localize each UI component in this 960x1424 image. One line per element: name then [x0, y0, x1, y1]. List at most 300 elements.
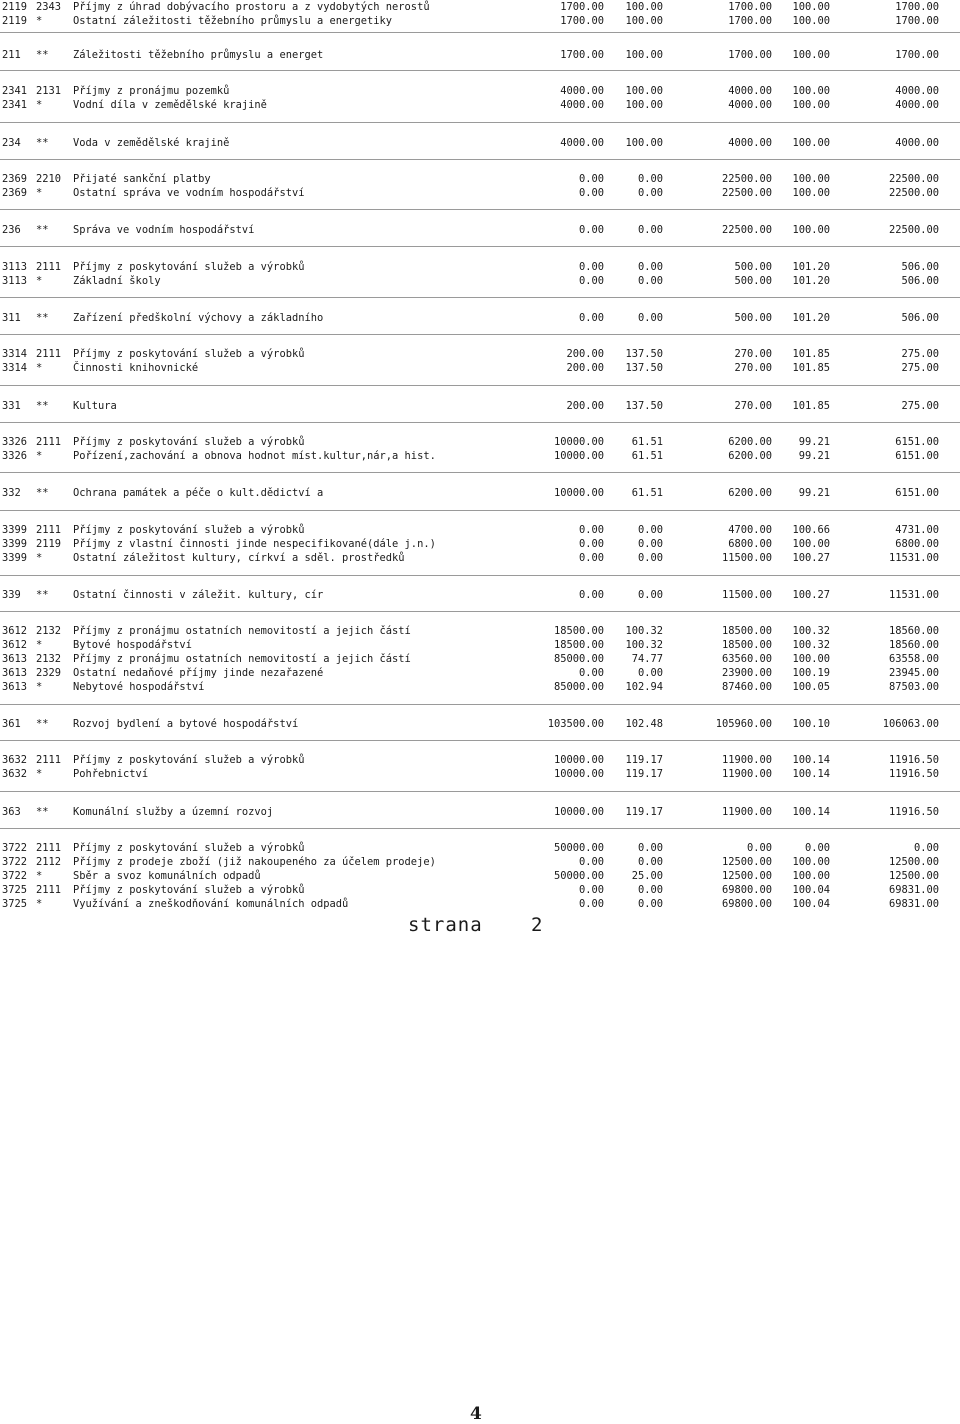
item-description: Zařízení předškolní výchovy a základního: [73, 312, 324, 324]
value-actual: 506.00: [901, 312, 939, 324]
row-group: [0, 805, 960, 819]
code-item: **: [36, 400, 49, 412]
percent-budget: 0.00: [637, 842, 663, 854]
value-budget: 10000.00: [553, 436, 604, 448]
code-item: 2111: [36, 884, 62, 896]
code-item: 2132: [36, 625, 62, 637]
code-paragraph: 3613: [2, 667, 28, 679]
value-budget: 50000.00: [553, 842, 604, 854]
percent-adjusted: 100.10: [792, 718, 830, 730]
item-description: Nebytové hospodářství: [73, 681, 205, 693]
percent-budget: 0.00: [637, 898, 663, 910]
value-actual: 22500.00: [888, 173, 939, 185]
section-total-row: [0, 14, 960, 28]
value-budget: 0.00: [578, 856, 604, 868]
item-description: Sběr a svoz komunálních odpadů: [73, 870, 261, 882]
code-paragraph: 3314: [2, 362, 28, 374]
percent-adjusted: 101.85: [792, 400, 830, 412]
value-actual: 1700.00: [895, 1, 939, 13]
value-actual: 0.00: [913, 842, 939, 854]
item-description: Základní školy: [73, 275, 161, 287]
percent-budget: 61.51: [631, 487, 663, 499]
table-row: [0, 260, 960, 274]
section-divider: [0, 510, 960, 511]
value-budget: 0.00: [578, 524, 604, 536]
code-item: 2111: [36, 754, 62, 766]
value-budget: 10000.00: [553, 806, 604, 818]
code-item: 2111: [36, 348, 62, 360]
value-actual: 506.00: [901, 261, 939, 273]
value-budget: 1700.00: [560, 1, 604, 13]
subtotal-row: [0, 311, 960, 325]
item-description: Rozvoj bydlení a bytové hospodářství: [73, 718, 299, 730]
value-adjusted: 1700.00: [728, 49, 772, 61]
code-item: 2111: [36, 261, 62, 273]
value-budget: 10000.00: [553, 450, 604, 462]
value-actual: 6151.00: [895, 436, 939, 448]
value-actual: 12500.00: [888, 856, 939, 868]
percent-budget: 25.00: [631, 870, 663, 882]
code-paragraph: 2369: [2, 187, 28, 199]
subtotal-row: [0, 48, 960, 62]
percent-budget: 137.50: [625, 400, 663, 412]
percent-adjusted: 99.21: [798, 436, 830, 448]
row-group: [0, 588, 960, 602]
percent-budget: 74.77: [631, 653, 663, 665]
value-actual: 11916.50: [888, 754, 939, 766]
percent-budget: 137.50: [625, 362, 663, 374]
section-total-row: [0, 897, 960, 911]
value-adjusted: 6800.00: [728, 538, 772, 550]
section-divider: [0, 32, 960, 33]
item-description: Příjmy z poskytování služeb a výrobků: [73, 348, 305, 360]
value-actual: 87503.00: [888, 681, 939, 693]
code-paragraph: 331: [2, 400, 21, 412]
row-group: [0, 347, 960, 375]
section-total-row: [0, 98, 960, 112]
code-paragraph: 3399: [2, 538, 28, 550]
code-item: *: [36, 362, 43, 374]
percent-budget: 0.00: [637, 187, 663, 199]
item-description: Příjmy z poskytování služeb a výrobků: [73, 884, 305, 896]
code-item: 2343: [36, 1, 62, 13]
percent-adjusted: 100.14: [792, 768, 830, 780]
code-item: 2119: [36, 538, 62, 550]
table-row: [0, 0, 960, 14]
percent-budget: 0.00: [637, 261, 663, 273]
value-adjusted: 4000.00: [728, 137, 772, 149]
code-paragraph: 361: [2, 718, 21, 730]
code-paragraph: 3725: [2, 884, 28, 896]
value-adjusted: 4700.00: [728, 524, 772, 536]
item-description: Komunální služby a územní rozvoj: [73, 806, 274, 818]
value-adjusted: 500.00: [734, 275, 772, 287]
item-description: Správa ve vodním hospodářství: [73, 224, 255, 236]
table-row: [0, 84, 960, 98]
code-item: *: [36, 187, 43, 199]
percent-adjusted: 100.00: [792, 187, 830, 199]
code-item: 2112: [36, 856, 62, 868]
percent-adjusted: 100.19: [792, 667, 830, 679]
subtotal-row: [0, 223, 960, 237]
code-item: *: [36, 898, 43, 910]
code-paragraph: 3326: [2, 436, 28, 448]
percent-adjusted: 100.27: [792, 589, 830, 601]
table-row: [0, 523, 960, 537]
code-paragraph: 2119: [2, 15, 28, 27]
percent-budget: 100.32: [625, 639, 663, 651]
row-group: [0, 136, 960, 150]
value-actual: 4000.00: [895, 85, 939, 97]
code-paragraph: 3399: [2, 552, 28, 564]
value-budget: 4000.00: [560, 137, 604, 149]
section-divider: [0, 704, 960, 705]
percent-budget: 0.00: [637, 524, 663, 536]
code-item: 2111: [36, 524, 62, 536]
section-divider: [0, 575, 960, 576]
item-description: Příjmy z pronájmu ostatních nemovitostí a jejich částí: [73, 653, 411, 665]
row-group: [0, 84, 960, 112]
code-paragraph: 3725: [2, 898, 28, 910]
value-adjusted: 1700.00: [728, 15, 772, 27]
section-divider: [0, 246, 960, 247]
section-divider: [0, 334, 960, 335]
row-group: [0, 624, 960, 694]
value-actual: 6151.00: [895, 450, 939, 462]
value-actual: 275.00: [901, 400, 939, 412]
code-item: *: [36, 15, 43, 27]
percent-adjusted: 101.20: [792, 261, 830, 273]
value-actual: 506.00: [901, 275, 939, 287]
item-description: Ostatní záležitost kultury, církví a sděl. prostředků: [73, 552, 405, 564]
value-budget: 0.00: [578, 187, 604, 199]
percent-adjusted: 100.00: [792, 49, 830, 61]
item-description: Pořízení,zachování a obnova hodnot míst.kultur,nár,a hist.: [73, 450, 436, 462]
section-divider: [0, 611, 960, 612]
percent-budget: 0.00: [637, 173, 663, 185]
table-row: [0, 753, 960, 767]
code-item: **: [36, 487, 49, 499]
percent-budget: 100.00: [625, 15, 663, 27]
item-description: Využívání a zneškodňování komunálních odpadů: [73, 898, 349, 910]
percent-adjusted: 99.21: [798, 450, 830, 462]
code-item: **: [36, 589, 49, 601]
section-divider: [0, 385, 960, 386]
subtotal-row: [0, 717, 960, 731]
value-actual: 12500.00: [888, 870, 939, 882]
percent-adjusted: 100.00: [792, 137, 830, 149]
code-paragraph: 2119: [2, 1, 28, 13]
percent-budget: 119.17: [625, 754, 663, 766]
section-divider: [0, 791, 960, 792]
code-item: *: [36, 870, 43, 882]
code-paragraph: 236: [2, 224, 21, 236]
code-item: 2329: [36, 667, 62, 679]
code-item: **: [36, 806, 49, 818]
percent-adjusted: 101.85: [792, 362, 830, 374]
value-budget: 18500.00: [553, 625, 604, 637]
percent-adjusted: 100.05: [792, 681, 830, 693]
value-adjusted: 69800.00: [721, 898, 772, 910]
item-description: Příjmy z pronájmu ostatních nemovitostí a jejich částí: [73, 625, 411, 637]
table-row: [0, 855, 960, 869]
value-budget: 200.00: [566, 362, 604, 374]
value-budget: 0.00: [578, 224, 604, 236]
code-item: 2111: [36, 436, 62, 448]
code-item: 2132: [36, 653, 62, 665]
value-adjusted: 6200.00: [728, 450, 772, 462]
section-total-row: [0, 274, 960, 288]
percent-budget: 100.00: [625, 137, 663, 149]
value-adjusted: 12500.00: [721, 856, 772, 868]
value-adjusted: 22500.00: [721, 187, 772, 199]
item-description: Příjmy z poskytování služeb a výrobků: [73, 754, 305, 766]
value-actual: 63558.00: [888, 653, 939, 665]
percent-adjusted: 100.00: [792, 85, 830, 97]
value-actual: 1700.00: [895, 15, 939, 27]
percent-budget: 61.51: [631, 436, 663, 448]
code-paragraph: 3314: [2, 348, 28, 360]
code-paragraph: 3326: [2, 450, 28, 462]
item-description: Ostatní správa ve vodním hospodářství: [73, 187, 305, 199]
code-paragraph: 3613: [2, 653, 28, 665]
percent-adjusted: 101.85: [792, 348, 830, 360]
table-row: [0, 435, 960, 449]
item-description: Ochrana památek a péče o kult.dědictví a: [73, 487, 324, 499]
value-adjusted: 270.00: [734, 362, 772, 374]
section-divider: [0, 422, 960, 423]
percent-budget: 119.17: [625, 806, 663, 818]
section-total-row: [0, 551, 960, 565]
value-budget: 85000.00: [553, 681, 604, 693]
subtotal-row: [0, 486, 960, 500]
value-actual: 23945.00: [888, 667, 939, 679]
value-budget: 50000.00: [553, 870, 604, 882]
subtotal-row: [0, 805, 960, 819]
percent-adjusted: 100.04: [792, 898, 830, 910]
percent-budget: 100.32: [625, 625, 663, 637]
footer-label: strana: [408, 914, 483, 936]
subtotal-row: [0, 136, 960, 150]
percent-budget: 100.00: [625, 49, 663, 61]
value-budget: 10000.00: [553, 768, 604, 780]
item-description: Příjmy z vlastní činnosti jinde nespecifikované(dále j.n.): [73, 538, 436, 550]
percent-budget: 102.94: [625, 681, 663, 693]
value-adjusted: 11900.00: [721, 806, 772, 818]
code-paragraph: 332: [2, 487, 21, 499]
item-description: Ostatní činnosti v záležit. kultury, cír: [73, 589, 324, 601]
value-actual: 1700.00: [895, 49, 939, 61]
section-divider: [0, 209, 960, 210]
code-paragraph: 3113: [2, 275, 28, 287]
value-adjusted: 11500.00: [721, 589, 772, 601]
row-group: [0, 0, 960, 28]
percent-budget: 61.51: [631, 450, 663, 462]
value-actual: 69831.00: [888, 898, 939, 910]
percent-adjusted: 100.00: [792, 173, 830, 185]
section-divider: [0, 472, 960, 473]
percent-adjusted: 100.00: [792, 870, 830, 882]
value-adjusted: 105960.00: [715, 718, 772, 730]
value-budget: 10000.00: [553, 487, 604, 499]
item-description: Bytové hospodářství: [73, 639, 192, 651]
value-adjusted: 18500.00: [721, 625, 772, 637]
table-row: [0, 172, 960, 186]
percent-budget: 0.00: [637, 312, 663, 324]
code-item: **: [36, 312, 49, 324]
item-description: Ostatní záležitosti těžebního průmyslu a energetiky: [73, 15, 393, 27]
row-group: [0, 523, 960, 565]
percent-budget: 100.00: [625, 85, 663, 97]
code-paragraph: 211: [2, 49, 21, 61]
percent-adjusted: 100.00: [792, 224, 830, 236]
value-adjusted: 4000.00: [728, 85, 772, 97]
value-adjusted: 23900.00: [721, 667, 772, 679]
value-budget: 0.00: [578, 312, 604, 324]
row-group: [0, 753, 960, 781]
value-adjusted: 87460.00: [721, 681, 772, 693]
row-group: [0, 486, 960, 500]
code-paragraph: 2341: [2, 85, 28, 97]
row-group: [0, 435, 960, 463]
percent-adjusted: 100.00: [792, 1, 830, 13]
code-item: **: [36, 718, 49, 730]
value-adjusted: 63560.00: [721, 653, 772, 665]
code-item: **: [36, 224, 49, 236]
value-adjusted: 69800.00: [721, 884, 772, 896]
row-group: [0, 311, 960, 325]
percent-adjusted: 99.21: [798, 487, 830, 499]
code-paragraph: 3632: [2, 768, 28, 780]
row-group: [0, 841, 960, 911]
code-item: *: [36, 99, 43, 111]
value-actual: 11531.00: [888, 552, 939, 564]
value-actual: 275.00: [901, 348, 939, 360]
value-adjusted: 12500.00: [721, 870, 772, 882]
value-actual: 11916.50: [888, 806, 939, 818]
item-description: Příjmy z pronájmu pozemků: [73, 85, 230, 97]
table-row: [0, 841, 960, 855]
row-group: [0, 48, 960, 62]
value-adjusted: 0.00: [746, 842, 772, 854]
value-adjusted: 11500.00: [721, 552, 772, 564]
table-row: [0, 624, 960, 638]
page-number: 4: [470, 1404, 482, 1424]
percent-budget: 119.17: [625, 768, 663, 780]
item-description: Příjmy z poskytování služeb a výrobků: [73, 261, 305, 273]
percent-adjusted: 100.14: [792, 754, 830, 766]
code-item: *: [36, 552, 43, 564]
table-row: [0, 666, 960, 680]
value-budget: 0.00: [578, 261, 604, 273]
percent-adjusted: 100.04: [792, 884, 830, 896]
table-row: [0, 883, 960, 897]
code-item: *: [36, 639, 43, 651]
code-paragraph: 3612: [2, 639, 28, 651]
value-actual: 4000.00: [895, 99, 939, 111]
percent-adjusted: 101.20: [792, 312, 830, 324]
section-total-row: [0, 449, 960, 463]
value-budget: 103500.00: [547, 718, 604, 730]
section-total-row: [0, 361, 960, 375]
percent-adjusted: 100.00: [792, 99, 830, 111]
code-item: *: [36, 768, 43, 780]
percent-budget: 0.00: [637, 552, 663, 564]
section-divider: [0, 70, 960, 71]
percent-budget: 0.00: [637, 589, 663, 601]
value-adjusted: 11900.00: [721, 768, 772, 780]
value-actual: 11531.00: [888, 589, 939, 601]
section-total-row: [0, 638, 960, 652]
row-group: [0, 223, 960, 237]
table-row: [0, 347, 960, 361]
item-description: Přijaté sankční platby: [73, 173, 211, 185]
code-paragraph: 234: [2, 137, 21, 149]
percent-adjusted: 101.20: [792, 275, 830, 287]
value-adjusted: 1700.00: [728, 1, 772, 13]
section-divider: [0, 122, 960, 123]
value-actual: 69831.00: [888, 884, 939, 896]
percent-adjusted: 100.14: [792, 806, 830, 818]
value-adjusted: 270.00: [734, 400, 772, 412]
percent-adjusted: 100.00: [792, 15, 830, 27]
value-actual: 22500.00: [888, 224, 939, 236]
item-description: Ostatní nedaňové příjmy jinde nezařazené: [73, 667, 324, 679]
code-item: 2111: [36, 842, 62, 854]
row-group: [0, 260, 960, 288]
section-total-row: [0, 680, 960, 694]
item-description: Činnosti knihovnické: [73, 362, 199, 374]
value-actual: 22500.00: [888, 187, 939, 199]
code-item: **: [36, 137, 49, 149]
value-budget: 1700.00: [560, 49, 604, 61]
code-paragraph: 2369: [2, 173, 28, 185]
value-budget: 0.00: [578, 589, 604, 601]
item-description: Příjmy z poskytování služeb a výrobků: [73, 842, 305, 854]
value-budget: 200.00: [566, 348, 604, 360]
percent-budget: 102.48: [625, 718, 663, 730]
percent-budget: 0.00: [637, 538, 663, 550]
row-group: [0, 399, 960, 413]
value-budget: 0.00: [578, 898, 604, 910]
percent-budget: 100.00: [625, 1, 663, 13]
percent-adjusted: 100.00: [792, 856, 830, 868]
code-paragraph: 3722: [2, 842, 28, 854]
percent-budget: 0.00: [637, 224, 663, 236]
value-budget: 85000.00: [553, 653, 604, 665]
code-item: *: [36, 275, 43, 287]
value-budget: 0.00: [578, 173, 604, 185]
code-item: 2131: [36, 85, 62, 97]
value-adjusted: 500.00: [734, 261, 772, 273]
item-description: Příjmy z úhrad dobývacího prostoru a z vydobytých nerostů: [73, 1, 430, 13]
section-total-row: [0, 186, 960, 200]
percent-budget: 0.00: [637, 667, 663, 679]
item-description: Pohřebnictví: [73, 768, 149, 780]
value-budget: 0.00: [578, 552, 604, 564]
row-group: [0, 717, 960, 731]
value-actual: 6800.00: [895, 538, 939, 550]
percent-budget: 0.00: [637, 884, 663, 896]
section-divider: [0, 828, 960, 829]
subtotal-row: [0, 588, 960, 602]
value-budget: 18500.00: [553, 639, 604, 651]
value-budget: 0.00: [578, 667, 604, 679]
value-budget: 4000.00: [560, 85, 604, 97]
section-total-row: [0, 869, 960, 883]
code-paragraph: 363: [2, 806, 21, 818]
value-actual: 4731.00: [895, 524, 939, 536]
